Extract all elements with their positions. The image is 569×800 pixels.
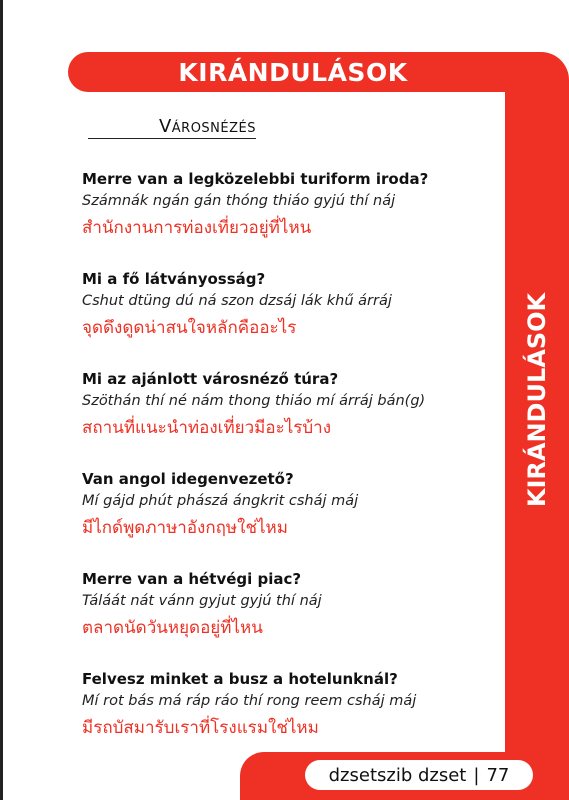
header-banner — [68, 52, 518, 92]
side-tab-title: KIRÁNDULÁSOK — [523, 292, 551, 508]
thai-translation: สำนักงานการท่องเที่ยวอยู่ที่ไหน — [82, 218, 312, 238]
phonetic-transcription: Szöthán thí né nám thong thiáo mí árráj bán(g) — [82, 393, 426, 409]
hungarian-question: Mi a fő látványosság? — [82, 270, 266, 288]
thai-translation: ตลาดนัดวันหยุดอยู่ที่ไหน — [82, 618, 263, 638]
hungarian-question: Merre van a hétvégi piac? — [82, 570, 302, 588]
thai-translation: มีรถบัสมารับเราที่โรงแรมใช่ไหม — [82, 718, 319, 738]
phrase-entry — [82, 368, 497, 468]
hungarian-question: Van angol idegenvezető? — [82, 470, 294, 488]
section-heading: Városnézés — [88, 116, 256, 139]
thai-translation: จุดดึงดูดน่าสนใจหลักคืออะไร — [82, 318, 297, 338]
thai-translation: สถานที่แนะนำท่องเที่ยวมีอะไรบ้าง — [82, 418, 332, 438]
phrase-list — [82, 168, 497, 768]
page-number: 77 — [486, 764, 510, 786]
thai-translation: มีไกด์พูดภาษาอังกฤษใช่ไหม — [82, 518, 288, 538]
footer-pill — [305, 760, 533, 790]
page-edge-rule — [0, 0, 3, 800]
phrase-entry — [82, 268, 497, 368]
footer-separator: | — [473, 764, 480, 786]
phonetic-transcription: Mí rot bás má ráp ráo thí rong reem csháj máj — [82, 693, 417, 709]
phrase-entry — [82, 168, 497, 268]
phonetic-transcription: Cshut dtüng dú ná szon dzsáj lák khű árráj — [82, 293, 392, 309]
phrase-entry — [82, 468, 497, 568]
phonetic-transcription: Számnák ngán gán thóng thiáo gyjú thí náj — [82, 193, 396, 209]
hungarian-question: Merre van a legközelebbi turiform iroda? — [82, 170, 429, 188]
hungarian-question: Felvesz minket a busz a hotelunknál? — [82, 670, 398, 688]
phonetic-transcription: Mí gájd phút phászá ángkrit csháj máj — [82, 493, 359, 509]
phrase-entry — [82, 568, 497, 668]
hungarian-question: Mi az ajánlott városnéző túra? — [82, 370, 339, 388]
phonetic-transcription: Táláát nát vánn gyjut gyjú thí náj — [82, 593, 322, 609]
book-title: dzsetszib dzset — [328, 764, 467, 786]
header-title: KIRÁNDULÁSOK — [178, 57, 408, 87]
